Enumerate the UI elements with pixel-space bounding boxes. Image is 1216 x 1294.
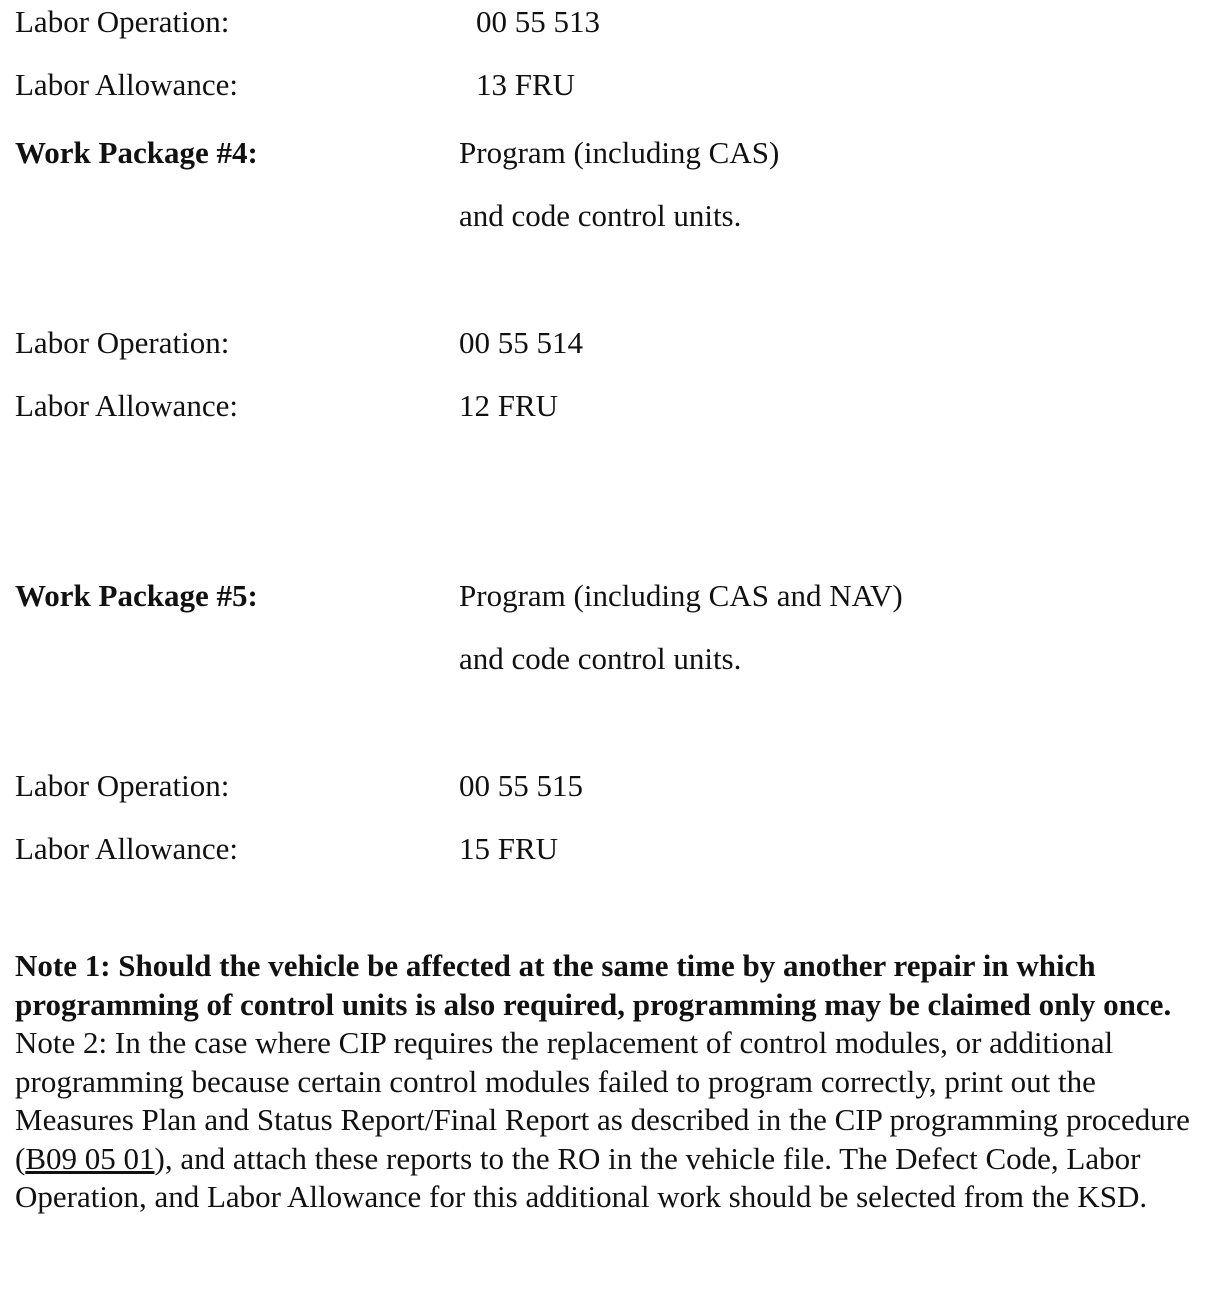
labor-operation-label: Labor Operation: [15, 4, 230, 39]
note-1: Note 1: Should the vehicle be affected at the same time by another repair in which programming of control units is also required, programming may be claimed only once. [15, 948, 1172, 1022]
labor-allowance-label: Labor Allowance: [15, 388, 238, 423]
labor-operation-label: Labor Operation: [15, 768, 230, 803]
note-2-text-after-link: ), and attach these reports to the RO in the vehicle file. The Defect Code, Labor Operation, and Labor Allowance for this additional work should be selected from the KSD. [15, 1140, 1148, 1214]
labor-allowance-value: 12 FRU [459, 388, 559, 423]
labor-operation-value: 00 55 513 [476, 4, 600, 39]
notes-section [15, 947, 1207, 1217]
labor-allowance-value: 15 FRU [459, 831, 559, 866]
work-package-4-label: Work Package #4: [15, 135, 258, 170]
work-package-5-label: Work Package #5: [15, 578, 258, 613]
labor-operation-value: 00 55 514 [459, 325, 583, 360]
work-package-4-description: Program (including CAS) [459, 135, 780, 170]
work-package-5-description-continued: and code control units. [459, 641, 742, 676]
note-2-text-before-link: Note 2: In the case where CIP requires the replacement of control modules, or additional programming because certain control modules failed to program correctly, print out the Measures Plan and Status Report/Final Report as described in the CIP programming procedure ( [15, 1025, 1190, 1176]
work-package-5-description: Program (including CAS and NAV) [459, 578, 903, 613]
work-package-4-description-continued: and code control units. [459, 198, 742, 233]
procedure-reference-link[interactable]: B09 05 01 [25, 1140, 155, 1176]
labor-allowance-value: 13 FRU [476, 67, 576, 102]
note-2 [15, 1024, 1207, 1217]
labor-operation-label: Labor Operation: [15, 325, 230, 360]
labor-allowance-label: Labor Allowance: [15, 831, 238, 866]
labor-operation-value: 00 55 515 [459, 768, 583, 803]
labor-allowance-label: Labor Allowance: [15, 67, 238, 102]
